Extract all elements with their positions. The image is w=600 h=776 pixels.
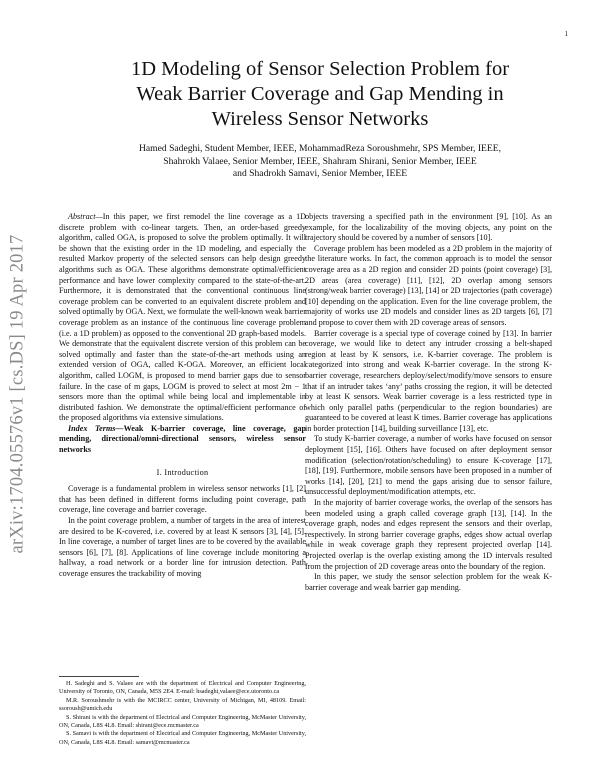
author-line: and Shadrokh Samavi, Senior Member, IEEE — [232, 168, 408, 179]
body-paragraph: Coverage problem has been modeled as a 2D problem in the majority of the literature works. In fact, the common approach is to model the sensor coverage area as a 2D region and consider 2D points (point coverage) [3], 2D areas (area coverage) [11], [12], 2D overlap among sensors (strong/weak barrier coverage) [13], [14] or 2D trajectories (path coverage) [10] depending on the application. Even for the line coverage problem, the majority of works use 2D models and consider lines as 2D targets [6], [7] and propose to cover them with 2D coverage areas of sensors. — [305, 243, 552, 327]
footnote: H. Sadeghi and S. Valaee are with the department of Electrical and Computer Engineering, University of Toronto, ON, Canada, M5S 2E4. E-mail: hsadeghi,valaee@ece.utoronto.ca — [59, 680, 306, 696]
body-paragraph: In the majority of barrier coverage works, the overlap of the sensors has been modeled using a graph called coverage graph [13], [14]. In the coverage graph, nodes and edges represent the sensors and their overlap, respectively. In strong barrier coverage graphs, edges show actual overlap while in weak coverage graph they represent projected overlap [14]. Projected overlap is the overlap existing among the 1D intervals resulted from the projection of 2D coverage areas onto the boundary of the region. — [305, 498, 552, 571]
body-paragraph: In this paper, we study the sensor selection problem for the weak K-barrier coverage and weak barrier gap mending. — [305, 572, 552, 592]
author-line: Hamed Sadeghi, Student Member, IEEE, MohammadReza Soroushmehr, SPS Member, IEEE, — [138, 143, 501, 154]
right-column — [305, 212, 552, 593]
body-paragraph: In the point coverage problem, a number of targets in the area of interest are desired to be K-covered, i.e. covered by at least K sensors [3], [4], [5]. In line coverage, a number of target lines are to be covered by the available sensors [6], [7], [8]. Applications of line coverage include monitoring a hallway, a road network or a border line for intrusion detection. Path coverage ensures the trackability of moving — [59, 516, 306, 578]
page-number: 1 — [564, 30, 568, 38]
footnotes — [59, 676, 306, 747]
author-block — [40, 143, 600, 181]
arxiv-stamp — [3, 214, 33, 574]
abstract-text: In this paper, we first remodel the line coverage as a 1D discrete problem with co-linear targets. Then, an order-based greedy algorithm, called OGA, is proposed to solve the problem optimally. It will be shown that the existing order in the 1D modeling, and especially the resulted Markov property of the selected sensors can help design greedy algorithms such as OGA. These algorithms demonstrate optimal/efficient performance and have lower complexity compared to the state-of-the-art. Furthermore, it is demonstrated that the conventional continuous line coverage problem can be converted to an equivalent discrete problem and solved optimally by OGA. Next, we formulate the well-known weak barrier coverage problem as an instance of the continuous line coverage problem (i.e. a 1D problem) as opposed to the conventional 2D graph-based models. We demonstrate that the equivalent discrete version of this problem can be solved optimally and faster than the state-of-the-art methods using an extended version of OGA, called K-OGA. Moreover, an efficient local algorithm, called LOGM, is proposed to mend barrier gaps due to sensor failure. In the case of m gaps, LOGM is proved to select at most 2m − 1 sensors more than the optimal while being local and implementable in distributed fashion. We demonstrate the optimal/efficient performance of the proposed algorithms via extensive simulations. — [59, 212, 306, 423]
footnote-rule — [59, 676, 139, 677]
body-paragraph: Coverage is a fundamental problem in wireless sensor networks [1], [2] that has been defined in different forms including point coverage, path coverage, line coverage and barrier coverage. — [59, 484, 306, 515]
index-terms-label: Index Terms— — [68, 423, 124, 433]
body-paragraph: objects traversing a specified path in the environment [9], [10]. As an example, for the localizability of the moving objects, any point on the trajectory should be covered by a number of sensors [10]. — [305, 212, 552, 243]
arxiv-stamp-text: arXiv:1704.05576v1 [cs.DS] 19 Apr 2017 — [7, 234, 28, 554]
body-paragraph: Barrier coverage is a special type of coverage coined by [13]. In barrier coverage, we would like to detect any intruder crossing a belt-shaped region at least by K sensors, i.e. K-barrier coverage. The problem is categorized into strong and weak K-barrier coverage. In the strong K-barrier coverage, researchers deploy/select/modify/move sensors to ensure that if an intruder takes ‘any’ paths crossing the region, it will be detected by at least K sensors. Weak barrier coverage is a less restricted type in which only parallel paths (perpendicular to the region boundaries) are guaranteed to be covered at least K times. Barrier coverage has applications in border protection [14], building surveillance [13], etc. — [305, 328, 552, 433]
author-line: Shahrokh Valaee, Senior Member, IEEE, Shahram Shirani, Senior Member, IEEE — [163, 155, 477, 167]
title-line: Weak Barrier Coverage and Gap Mending in — [136, 83, 504, 105]
title-line: Wireless Sensor Networks — [211, 108, 429, 130]
title-line: 1D Modeling of Sensor Selection Problem for — [130, 58, 510, 80]
paper-title — [40, 57, 600, 132]
footnote: S. Samavi is with the department of Electrical and Computer Engineering, McMaster University, ON, Canada, L8S 4L8. Email: samavi@mcmaster.ca — [59, 730, 306, 746]
body-paragraph: To study K-barrier coverage, a number of works have focused on sensor deployment [15], [16]. Others have focused on after deployment sensor modification (selection/rotation/scheduling) to ensure K-coverage [17], [18], [19]. Furthermore, mobile sensors have been proposed in a number of works [14], [20], [21] to mend the gaps arising due to sensor failure, unsuccessful deployment/modification attempts, etc. — [305, 434, 552, 497]
footnote: M.R. Soroushmehr is with the MCIRCC center, University of Michigan, MI, 48109. Email: ssoroush@umich.edu — [59, 696, 306, 713]
abstract — [59, 212, 306, 424]
abstract-label: Abstract— — [68, 212, 103, 221]
left-column — [59, 212, 306, 580]
section-heading: I. Introduction — [156, 467, 209, 477]
index-terms-text: Weak K-barrier coverage, line coverage, gap mending, directional/omni-directional sensors, wireless sensor networks — [59, 423, 306, 455]
footnote: S. Shirani is with the department of Electrical and Computer Engineering, McMaster University, ON, Canada, L8S 4L8. Email: shirani@ece.mcmaster.ca — [59, 713, 306, 730]
index-terms — [59, 424, 306, 456]
